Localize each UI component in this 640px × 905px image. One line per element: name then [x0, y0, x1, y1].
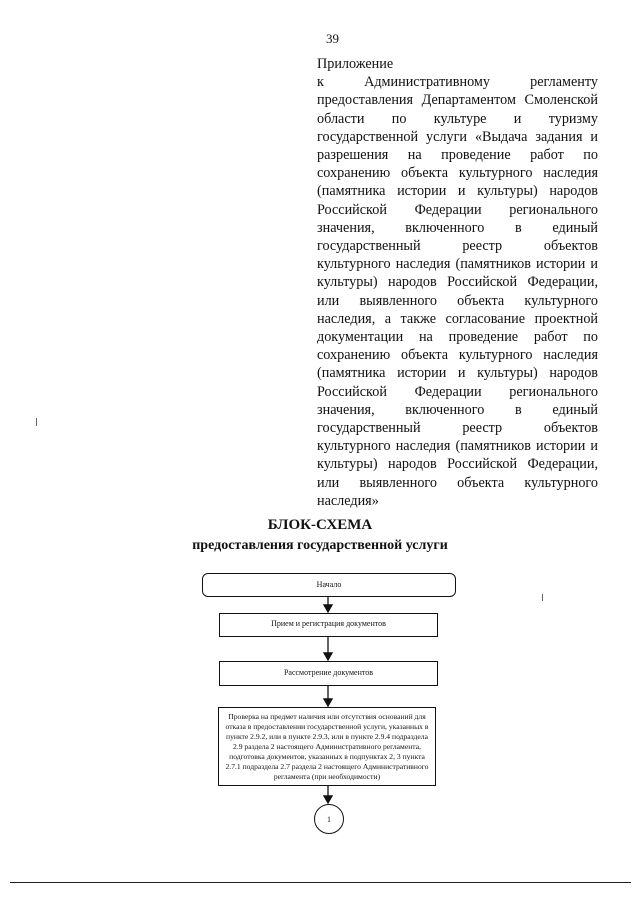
flowchart-start-label: Начало	[316, 580, 342, 589]
flowchart-step-review-label: Рассмотрение документов	[283, 668, 374, 677]
appendix-text: к Административному регламенту предоставления Департаментом Смоленской области по культуре и туризму государственной услуги «Выдача задания и разрешения на проведение работ по сохранению объекта культурного наследия (памятника истории и культуры) народов Российской Федерации регионального значения, включенного в единый государственный реестр объектов культурного наследия (памятников истории и культуры) народов Российской Федерации, или выявленного объекта культурного наследия, а также согласование проектной документации на проведение работ по сохранению объекта культурного наследия (памятника истории и культуры) народов Российской Федерации регионального значения, включенного в единый государственный реестр объектов культурного наследия (памятников истории и культуры) народов Российской Федерации, или выявленного объекта культурного наследия»	[317, 74, 598, 509]
appendix-heading: Приложение	[317, 56, 394, 72]
page-number: 39	[326, 31, 339, 46]
appendix-block	[317, 55, 598, 510]
flowchart-step-check-label: Проверка на предмет наличия или отсутствия оснований для отказа в предоставлении государственной услуги, указанных в пункте 2.9.2, или в пункте 2.9.3, или в пункте 2.9.4 подраздела 2.9 раздела 2 настоящего Административного регламента, подготовка документов, указанных в подпунктах 2, 3 пункта 2.7.1 подраздела 2.7 раздела 2 настоящего Административного регламента (при необходимости)	[225, 711, 429, 781]
scan-speck-left	[36, 418, 37, 426]
flowchart-connector-label: 1	[327, 814, 331, 824]
scan-speck-right	[542, 594, 543, 601]
flowchart-step-review	[219, 661, 438, 686]
flowchart-start	[202, 573, 456, 597]
flowchart-connector	[314, 804, 344, 834]
flowchart-step-check	[218, 707, 436, 786]
flowchart-step-reception	[219, 613, 438, 637]
bottom-rule	[10, 882, 631, 883]
flowchart-step-reception-label: Прием и регистрация документов	[271, 619, 386, 628]
scheme-subtitle: предоставления государственной услуги	[192, 538, 448, 553]
scheme-title: БЛОК-СХЕМА	[267, 517, 373, 533]
